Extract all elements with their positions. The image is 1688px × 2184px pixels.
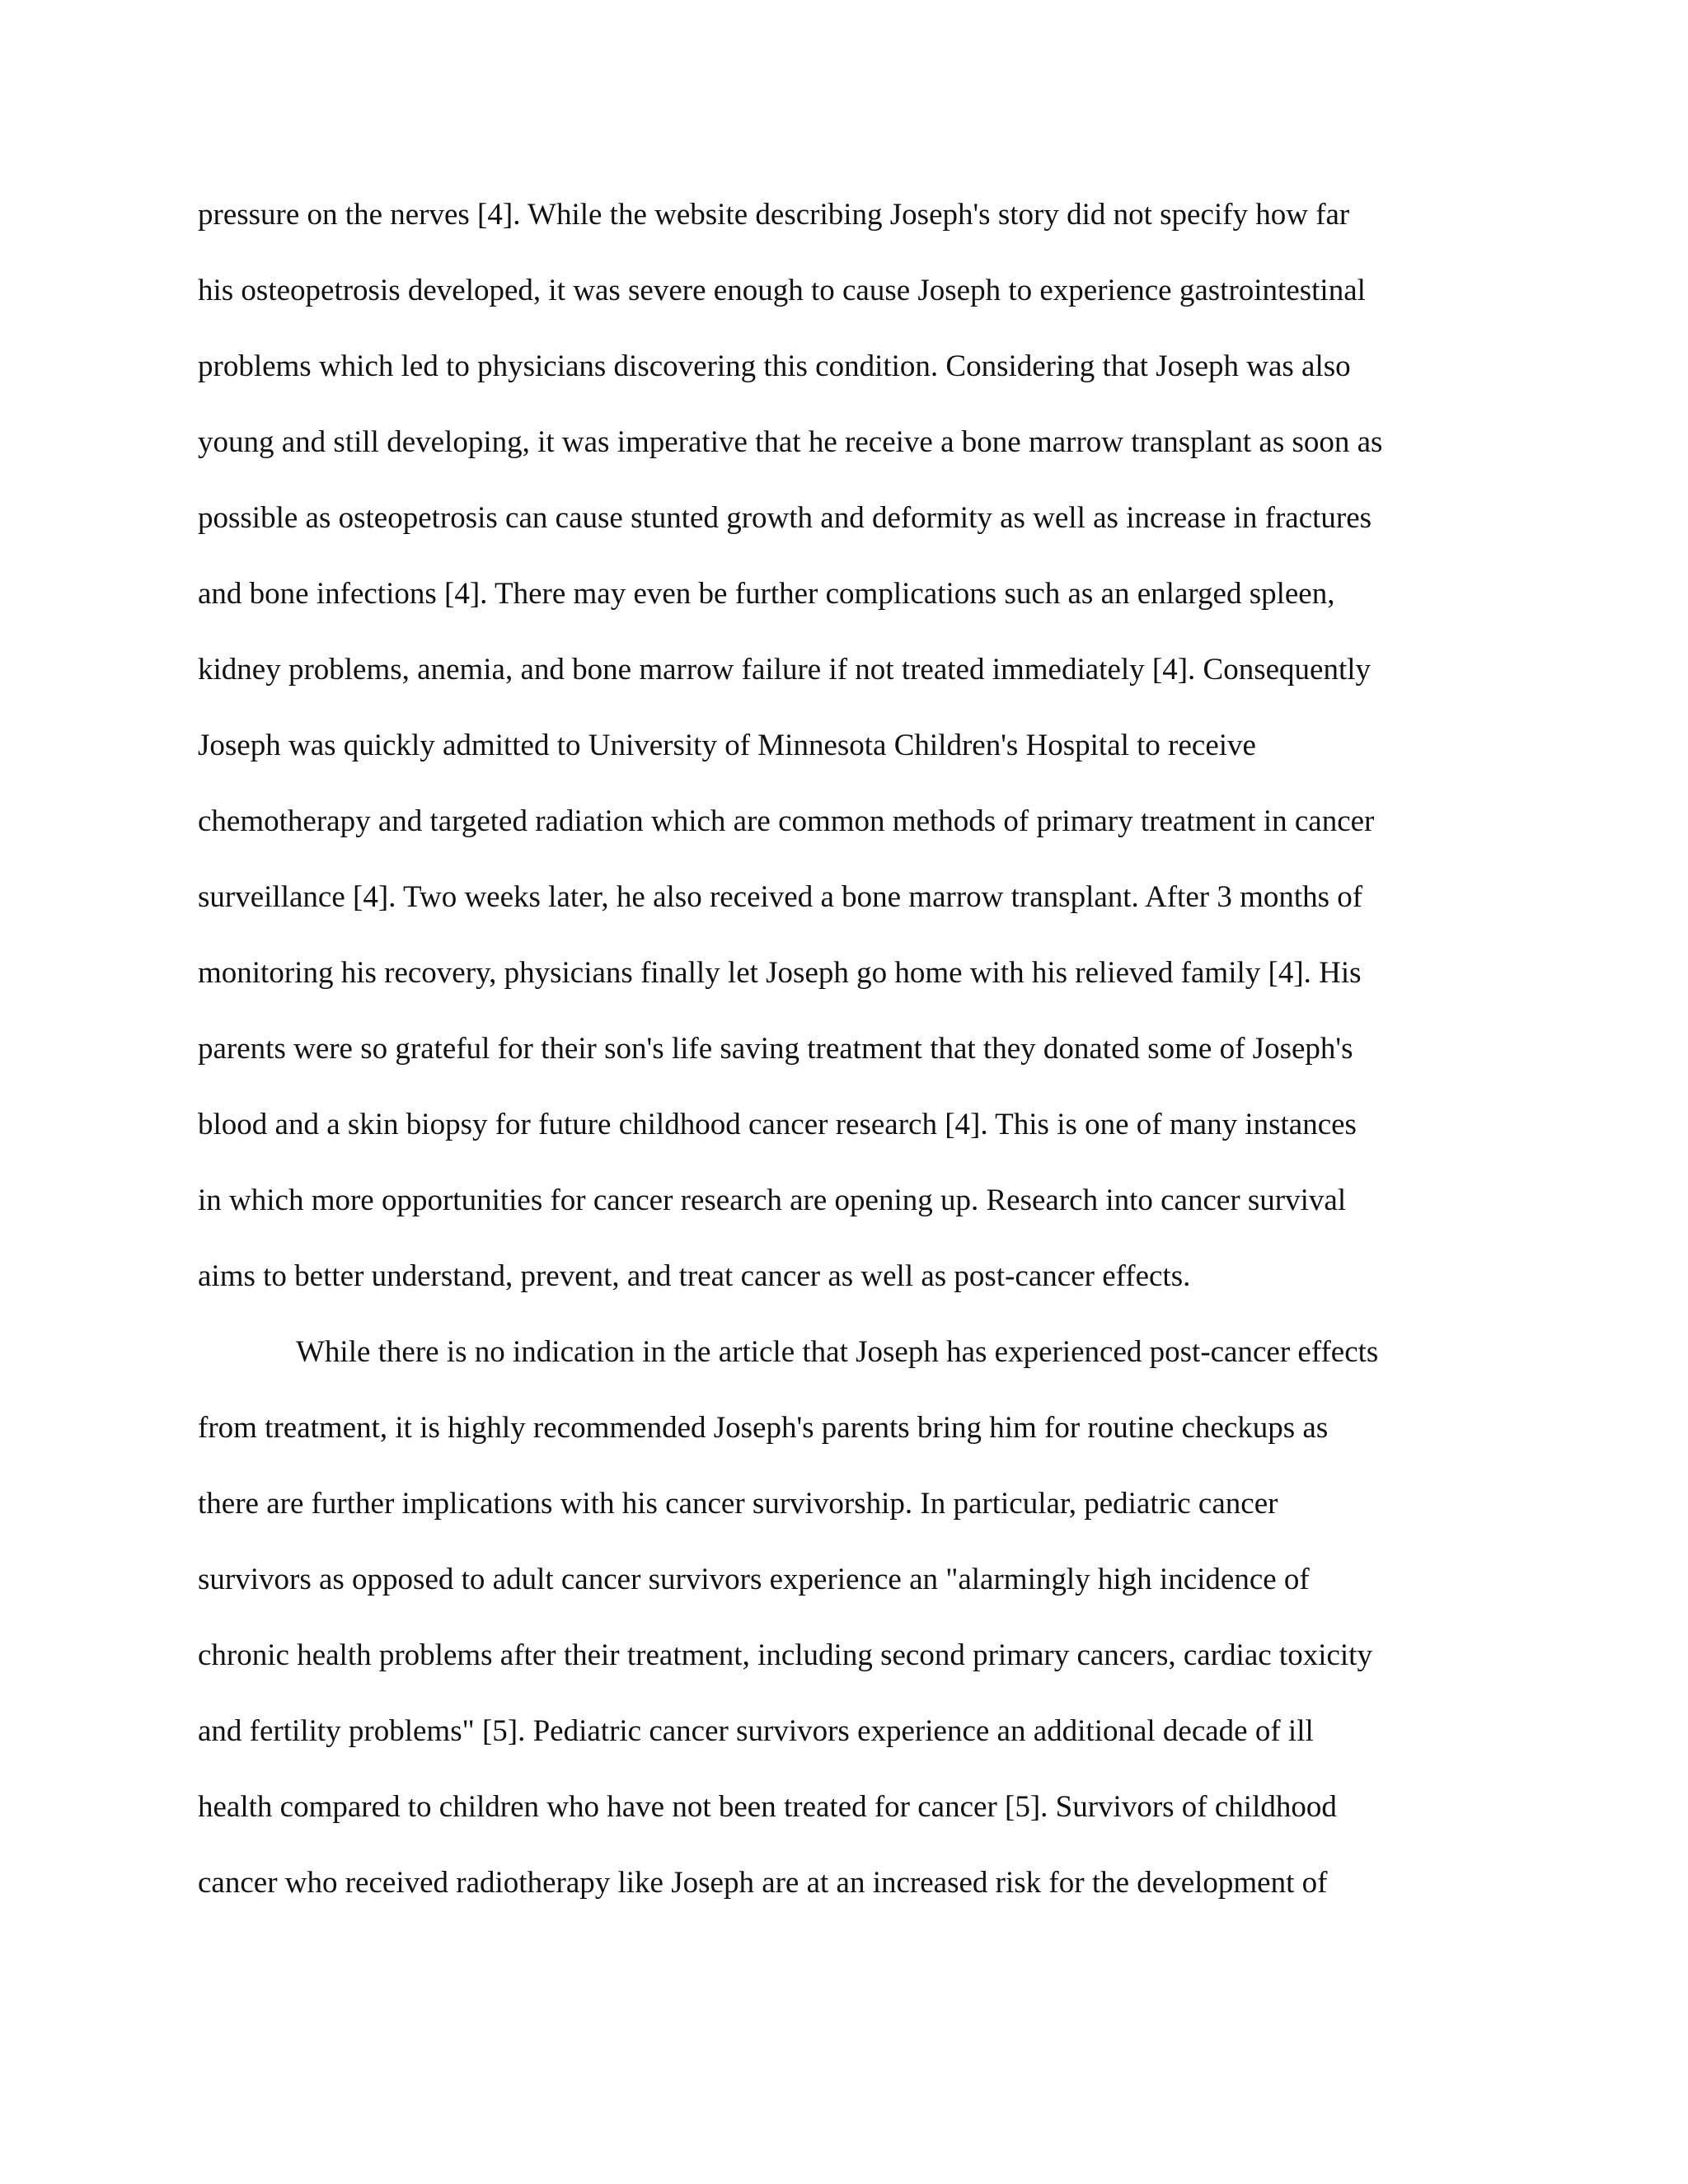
text-line: cancer who received radiotherapy like Joseph are at an increased risk for the development of bbox=[198, 1866, 1328, 1900]
text-line: problems which led to physicians discovering this condition. Considering that Joseph was also bbox=[198, 349, 1351, 383]
text-line: from treatment, it is highly recommended Joseph's parents bring him for routine checkups as bbox=[198, 1411, 1329, 1445]
text-line: kidney problems, anemia, and bone marrow failure if not treated immediately [4]. Consequently bbox=[198, 653, 1372, 687]
paragraph-2 bbox=[198, 1324, 1492, 1930]
text-line-indented: While there is no indication in the article that Joseph has experienced post-cancer effects bbox=[296, 1335, 1379, 1369]
text-line: his osteopetrosis developed, it was severe enough to cause Joseph to experience gastrointestinal bbox=[198, 274, 1366, 307]
text-line: there are further implications with his cancer survivorship. In particular, pediatric cancer bbox=[198, 1487, 1278, 1521]
paragraph-1 bbox=[198, 186, 1492, 1324]
text-line: aims to better understand, prevent, and treat cancer as well as post-cancer effects. bbox=[198, 1259, 1191, 1293]
text-line: chemotherapy and targeted radiation which are common methods of primary treatment in cancer bbox=[198, 804, 1375, 838]
text-line: blood and a skin biopsy for future childhood cancer research [4]. This is one of many instances bbox=[198, 1108, 1357, 1141]
text-line: surveillance [4]. Two weeks later, he also received a bone marrow transplant. After 3 months of bbox=[198, 880, 1363, 914]
text-line: and fertility problems" [5]. Pediatric cancer survivors experience an additional decade of ill bbox=[198, 1714, 1314, 1748]
text-line: young and still developing, it was imperative that he receive a bone marrow transplant as soon as bbox=[198, 425, 1383, 459]
body-text bbox=[198, 186, 1492, 1930]
text-line: chronic health problems after their treatment, including second primary cancers, cardiac toxicity bbox=[198, 1638, 1372, 1672]
text-line: pressure on the nerves [4]. While the website describing Joseph's story did not specify how far bbox=[198, 198, 1350, 232]
text-line: health compared to children who have not been treated for cancer [5]. Survivors of childhood bbox=[198, 1790, 1337, 1824]
text-line: survivors as opposed to adult cancer survivors experience an "alarmingly high incidence of bbox=[198, 1563, 1310, 1596]
text-line: monitoring his recovery, physicians finally let Joseph go home with his relieved family [4]. His bbox=[198, 956, 1362, 990]
text-line: parents were so grateful for their son's life saving treatment that they donated some of Joseph's bbox=[198, 1032, 1353, 1066]
text-line: possible as osteopetrosis can cause stunted growth and deformity as well as increase in fractures bbox=[198, 501, 1372, 535]
text-line: in which more opportunities for cancer research are opening up. Research into cancer survival bbox=[198, 1183, 1347, 1217]
text-line: and bone infections [4]. There may even be further complications such as an enlarged spleen, bbox=[198, 577, 1335, 611]
text-line: Joseph was quickly admitted to University of Minnesota Children's Hospital to receive bbox=[198, 729, 1256, 762]
